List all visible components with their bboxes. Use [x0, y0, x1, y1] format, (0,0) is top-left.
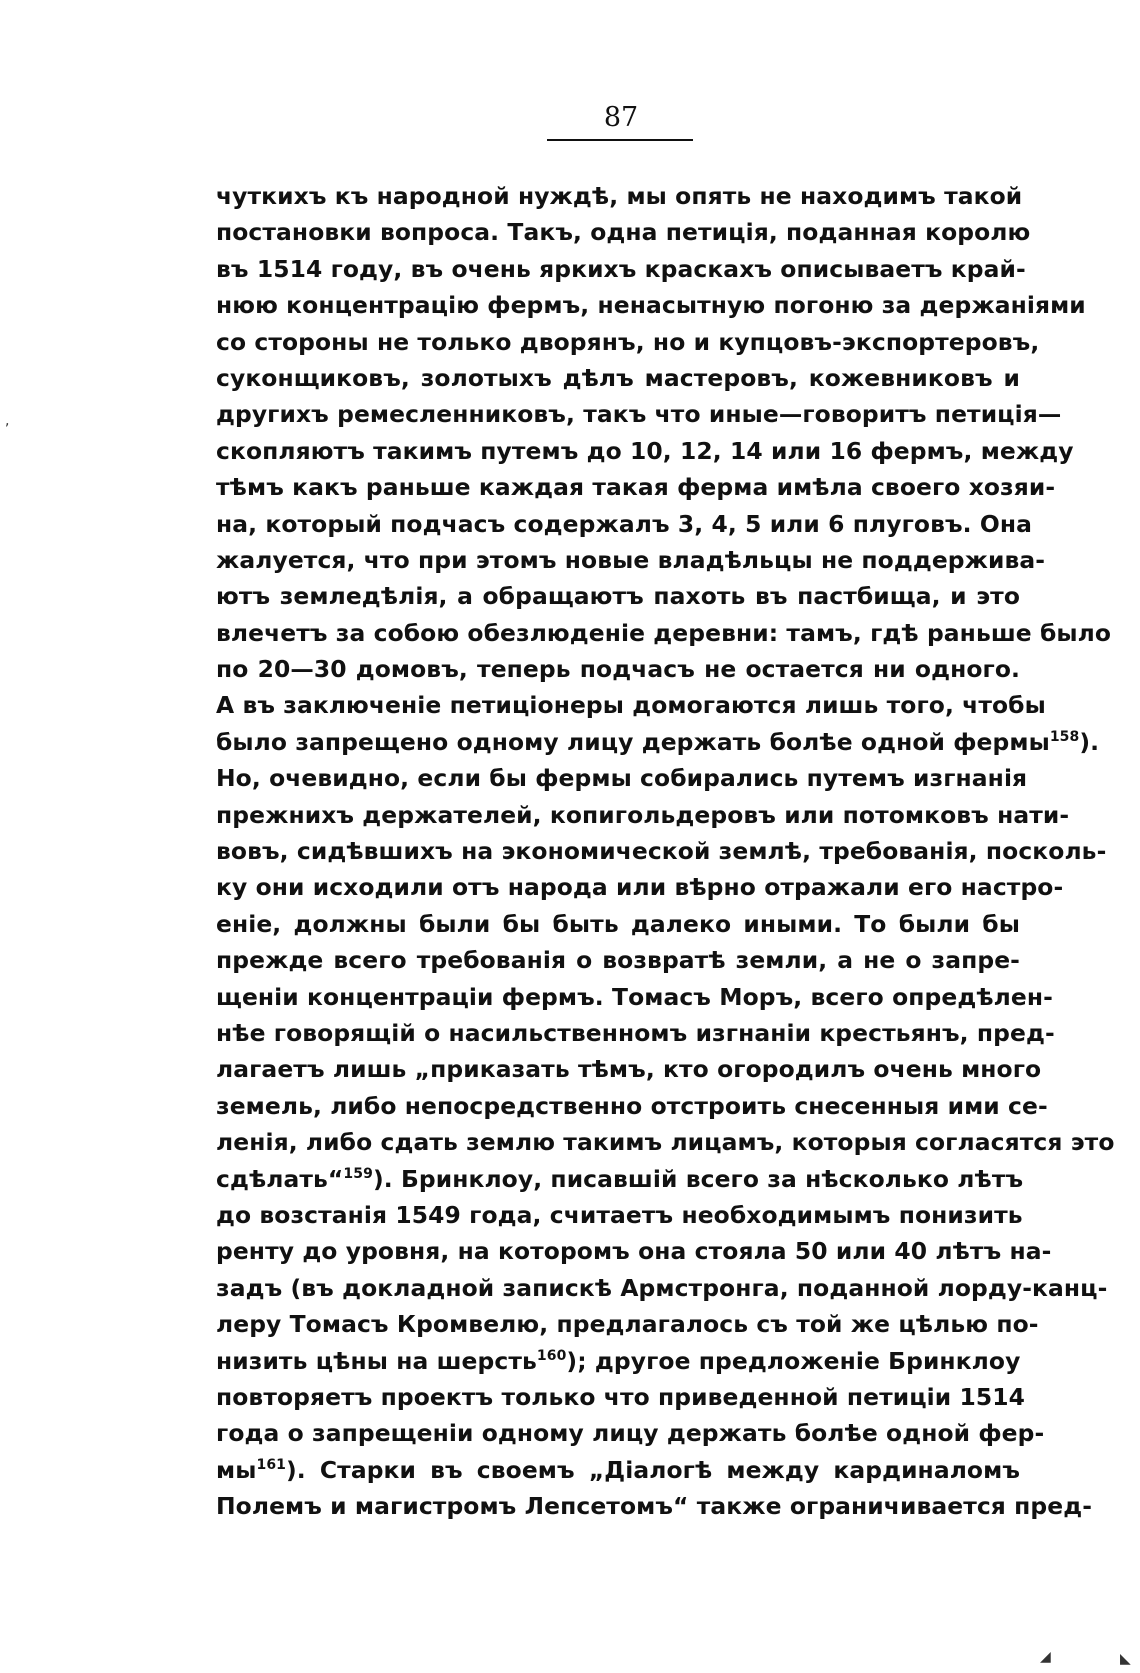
line-text: нѣе говорящій о насильственномъ изгнаніи крестьянъ, пред-	[216, 1018, 1055, 1047]
line-text: другихъ ремесленниковъ, такъ что иные—говоритъ петиція—	[216, 400, 1062, 429]
line-text: еніе, должны были бы быть далеко иными. То были бы	[216, 909, 1020, 938]
line-text: сдѣлать“	[216, 1164, 344, 1193]
text-line	[216, 506, 1033, 542]
line-text: постановки вопроса. Такъ, одна петиція, поданная королю	[216, 218, 1031, 247]
line-text: скопляютъ такимъ путемъ до 10, 12, 14 или 16 фермъ, между	[216, 436, 1074, 465]
line-text-continued: ). Бринклоу, писавшій всего за нѣсколько лѣтъ	[372, 1164, 1024, 1193]
footnote-marker: 160	[536, 1347, 567, 1364]
text-line	[216, 797, 1070, 833]
line-text: ленія, либо сдать землю такимъ лицамъ, которыя согласятся это	[216, 1128, 1115, 1157]
line-text-continued: ). Старки въ своемъ „Діалогѣ между кардиналомъ	[286, 1455, 1020, 1484]
text-line	[216, 687, 1046, 723]
line-text: А въ заключеніе петиціонеры домогаются лишь того, чтобы	[216, 691, 1046, 720]
line-text: суконщиковъ, золотыхъ дѣлъ мастеровъ, кожевниковъ и	[216, 363, 1020, 392]
text-line	[216, 360, 1020, 396]
line-text: ренту до уровня, на которомъ она стояла 50 или 40 лѣтъ на-	[216, 1237, 1052, 1266]
text-line	[216, 1270, 1108, 1306]
text-line	[216, 1415, 1045, 1451]
line-text: года о запрещеніи одному лицу держать болѣе одной фер-	[216, 1419, 1045, 1448]
page-number: 87	[603, 102, 639, 133]
line-text: влечетъ за собою обезлюденіе деревни: тамъ, гдѣ раньше было	[216, 618, 1112, 647]
text-line	[216, 1233, 1052, 1269]
text-line	[216, 869, 1064, 905]
footnote-marker: 158	[1049, 728, 1080, 745]
line-text: чуткихъ къ народной нуждѣ, мы опять не находимъ такой	[216, 182, 1023, 210]
text-line	[216, 760, 1028, 796]
text-line	[216, 1088, 1048, 1124]
text-line	[216, 1343, 1020, 1379]
line-text: жалуется, что при этомъ новые владѣльцы не поддержива-	[216, 545, 1046, 574]
text-line	[216, 1488, 1093, 1524]
text-line	[216, 1379, 1026, 1415]
line-text: прежнихъ держателей, копигольдеровъ или потомковъ нати-	[216, 800, 1070, 829]
line-text: земель, либо непосредственно отстроить снесенныя ими се-	[216, 1091, 1048, 1120]
header-rule	[547, 139, 693, 141]
line-text: ку они исходили отъ народа или вѣрно отражали его настро-	[216, 873, 1064, 902]
line-text: со стороны не только дворянъ, но и купцовъ-экспортеровъ,	[216, 327, 1040, 356]
text-line	[216, 542, 1046, 578]
text-line	[216, 287, 1086, 323]
scan-speck: ,	[5, 413, 10, 429]
text-line	[216, 833, 1107, 869]
text-line	[216, 615, 1112, 651]
line-text: Полемъ и магистромъ Лепсетомъ“ также ограничивается пред-	[216, 1492, 1093, 1521]
line-text: низить цѣны на шерсть	[216, 1346, 537, 1375]
line-text: по 20—30 домовъ, теперь подчасъ не остается ни одного.	[216, 655, 1020, 684]
line-text: вовъ, сидѣвшихъ на экономической землѣ, требованія, посколь-	[216, 837, 1107, 866]
text-line	[216, 578, 1020, 614]
line-text: мы	[216, 1455, 257, 1484]
text-line	[216, 433, 1074, 469]
line-text: леру Томасъ Кромвелю, предлагалось съ той же цѣлью по-	[216, 1310, 1039, 1339]
line-text: Но, очевидно, если бы фермы собирались путемъ изгнанія	[216, 764, 1028, 793]
text-line	[216, 906, 1020, 942]
text-line	[216, 178, 1023, 214]
text-line	[216, 469, 1056, 505]
text-line	[216, 1015, 1055, 1051]
text-line	[216, 396, 1062, 432]
line-text: ютъ земледѣлія, а обращаютъ пахоть въ пастбища, и это	[216, 582, 1020, 611]
text-line	[216, 651, 1020, 687]
text-line	[216, 1051, 1042, 1087]
text-line	[216, 724, 1100, 760]
line-text: задъ (въ докладной запискѣ Армстронга, поданной лорду-канц-	[216, 1273, 1108, 1302]
line-text-continued: ); другое предложеніе Бринклоу	[566, 1346, 1021, 1375]
text-line	[216, 251, 1026, 287]
footnote-marker: 161	[256, 1456, 287, 1473]
line-text: нюю концентрацію фермъ, ненасытную погоню за держаніями	[216, 291, 1086, 320]
line-text: повторяетъ проектъ только что приведенной петиціи 1514	[216, 1382, 1026, 1411]
line-text: до возстанія 1549 года, считаетъ необходимымъ понизить	[216, 1200, 1023, 1229]
line-text: лагаетъ лишь „приказать тѣмъ, кто огородилъ очень много	[216, 1055, 1042, 1084]
text-line	[216, 1306, 1039, 1342]
line-text: было запрещено одному лицу держать болѣе одной фермы	[216, 727, 1050, 756]
text-line	[216, 214, 1031, 250]
line-text: прежде всего требованія о возвратѣ земли, а не о запре-	[216, 946, 1020, 975]
line-text: тѣмъ какъ раньше каждая такая ферма имѣла своего хозяи-	[216, 473, 1056, 502]
scan-corner-mark: ◢	[1040, 1649, 1051, 1665]
text-line	[216, 324, 1040, 360]
text-line	[216, 942, 1020, 978]
scan-corner-mark: ◣	[1120, 1651, 1131, 1667]
body-text	[216, 178, 1115, 1524]
line-text: на, который подчасъ содержалъ 3, 4, 5 или 6 плуговъ. Она	[216, 509, 1033, 538]
text-line	[216, 1124, 1115, 1160]
text-line	[216, 1161, 1024, 1197]
line-text-continued: ).	[1079, 727, 1100, 756]
line-text: въ 1514 году, въ очень яркихъ краскахъ описываетъ край-	[216, 254, 1026, 283]
line-text: щеніи концентраціи фермъ. Томасъ Моръ, всего опредѣлен-	[216, 982, 1053, 1011]
text-line	[216, 1197, 1023, 1233]
text-line	[216, 1452, 1020, 1488]
text-line	[216, 979, 1053, 1015]
footnote-marker: 159	[343, 1165, 373, 1182]
